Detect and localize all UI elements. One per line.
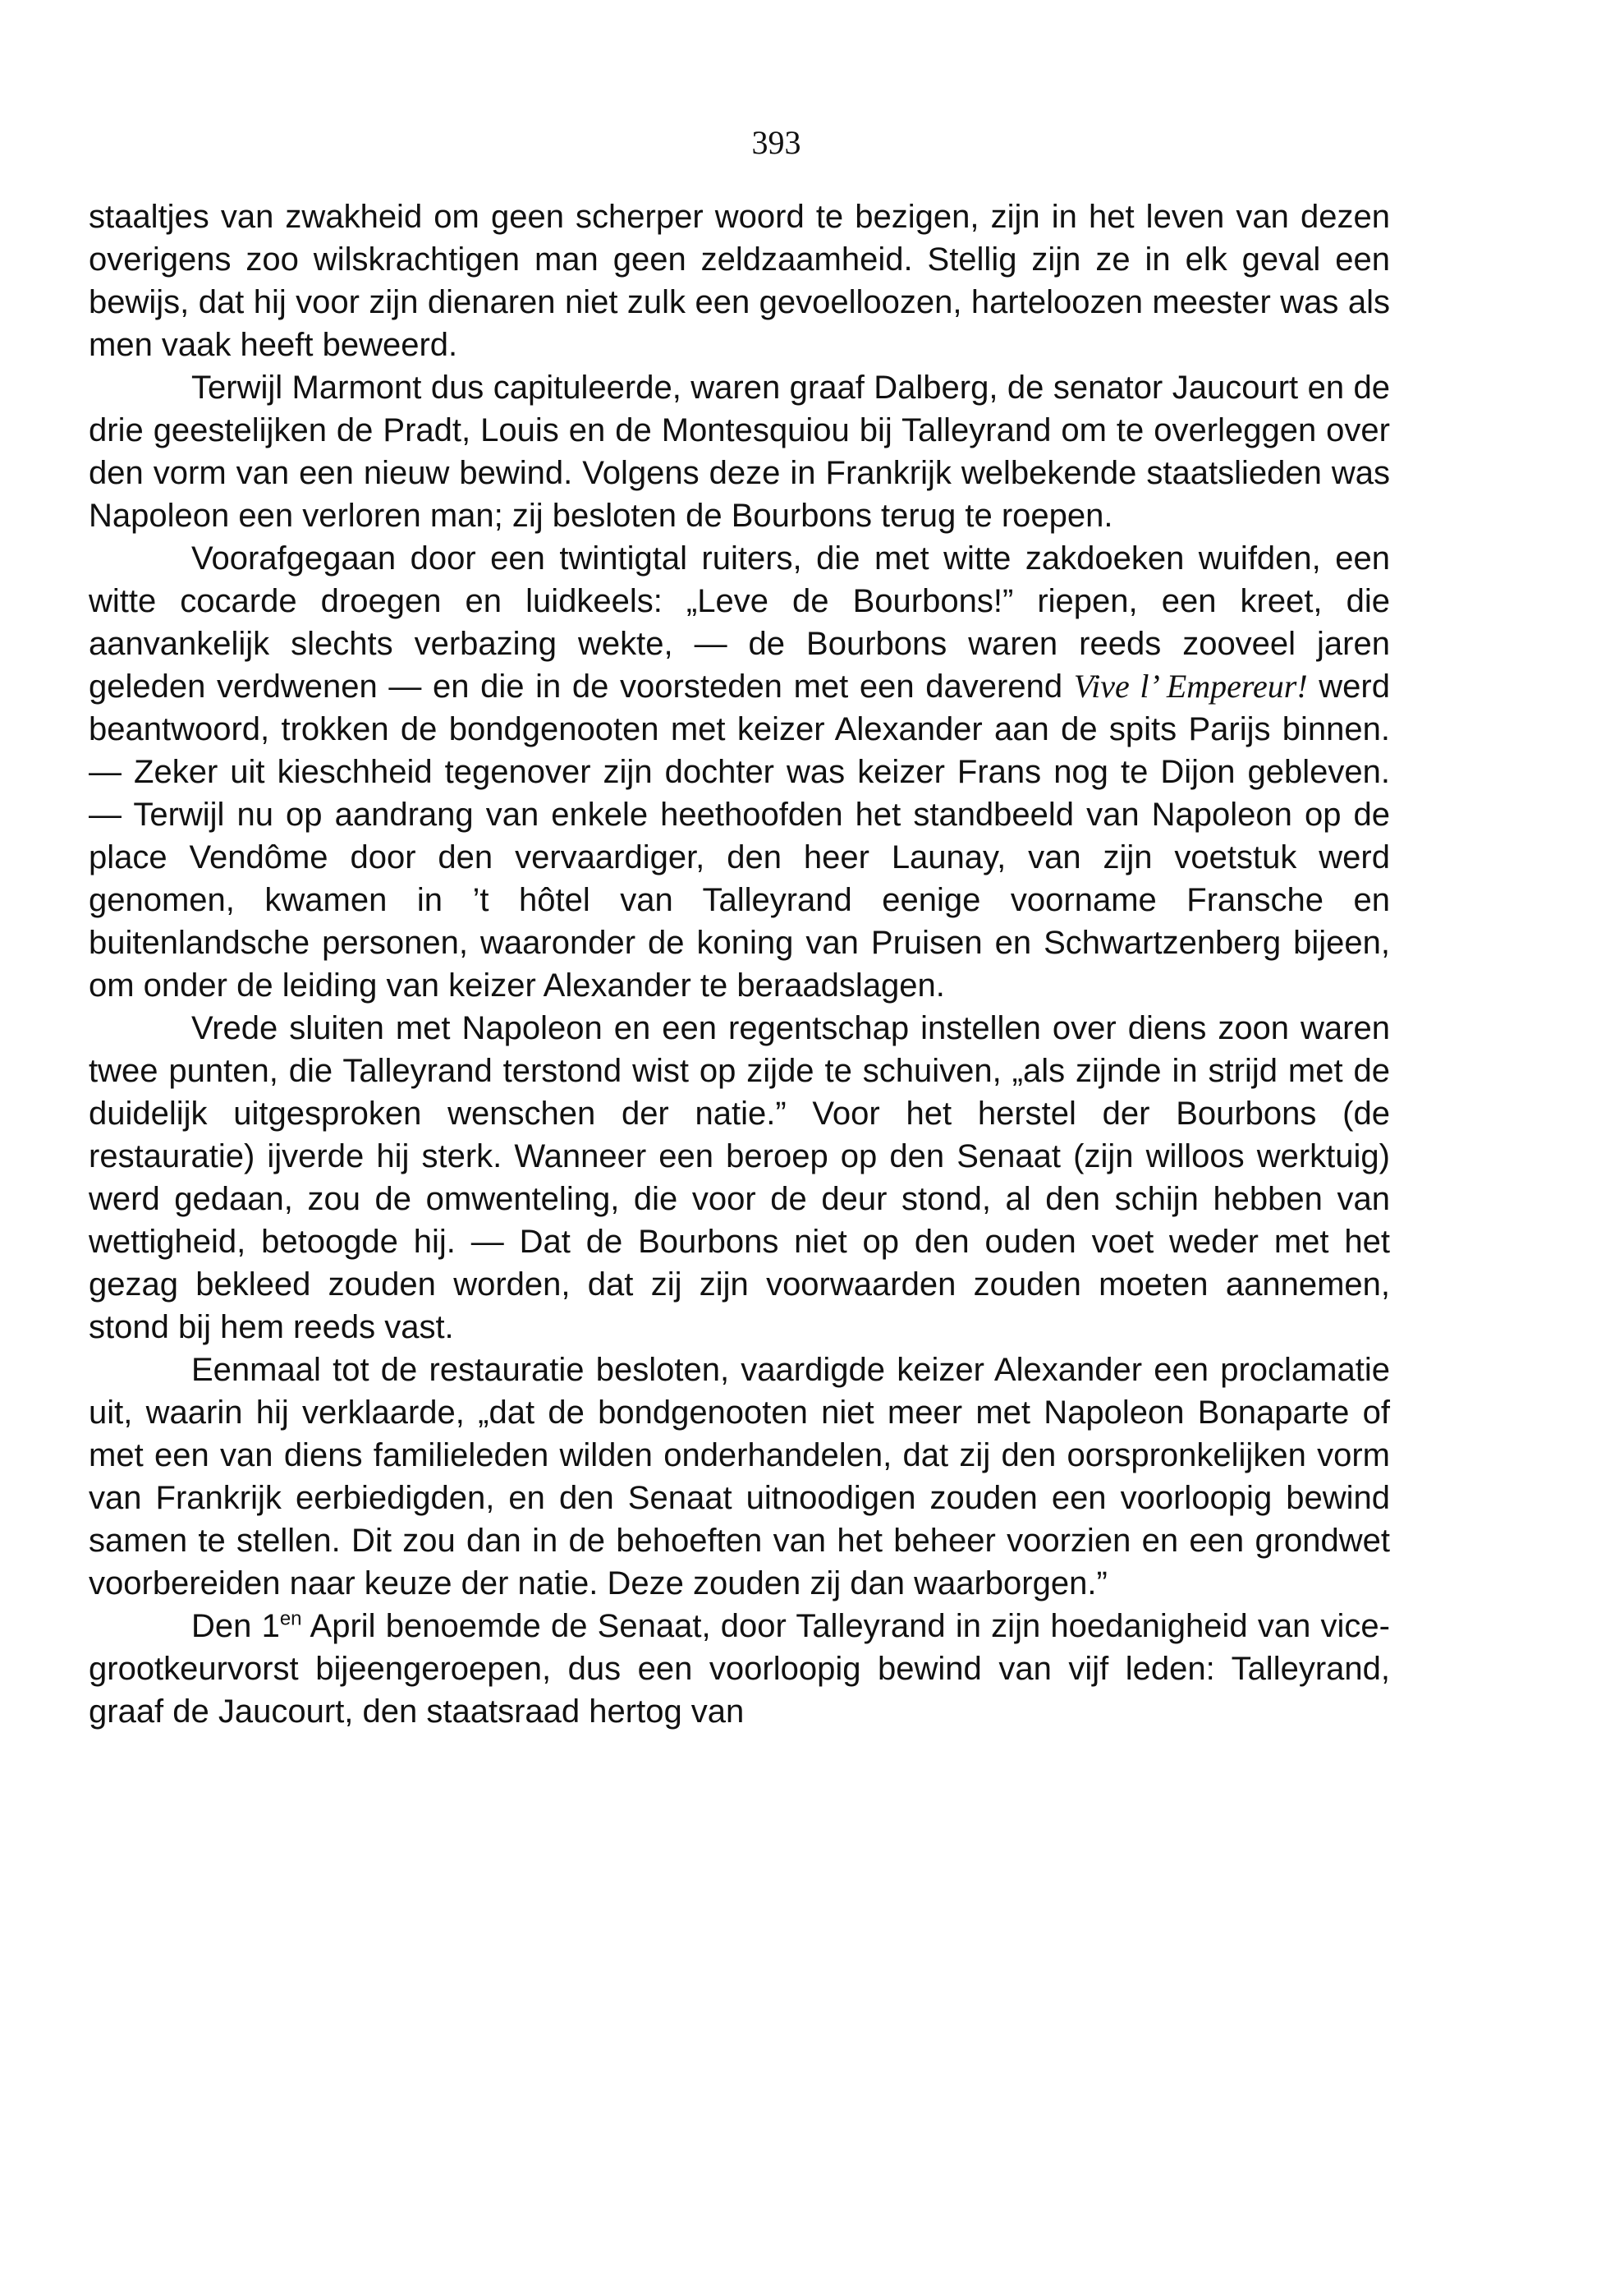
book-page [89, 123, 1390, 1733]
paragraph-3-text-after: werd beantwoord, trokken de bondgenooten met keizer Alexander aan de spits Parijs binnen. — Zeker uit kieschheid tegenover zijn dochter was keizer Frans nog te Dijon gebleven. — Terwijl nu op aandrang van enkele heethoofden het standbeeld van Napoleon op de place Vendôme door den vervaardiger, den heer Launay, van zijn voetstuk werd genomen, kwamen in ’t hôtel van Talleyrand eenige voorname Fransche en buitenlandsche personen, waaronder de koning van Pruisen en Schwartzenberg bijeen, om onder de leiding van keizer Alexander te beraadslagen. [89, 669, 1390, 1004]
paragraph-6-text-after: April benoemde de Senaat, door Talleyrand in zijn hoedanigheid van vice-grootkeurvorst bijeengeroepen, dus een voorloopig bewind van vijf leden: Talleyrand, graaf de Jaucourt, den staatsraad hertog van [89, 1608, 1390, 1730]
paragraph-1: staaltjes van zwakheid om geen scherper woord te bezigen, zijn in het leven van dezen overigens zoo wilskrachtigen man geen zeldzaamheid. Stellig zijn ze in elk geval een bewijs, dat hij voor zijn dienaren niet zulk een gevoelloozen, harteloozen meester was als men vaak heeft beweerd. [89, 199, 1390, 363]
paragraph-6-text-before: Den 1 [191, 1608, 280, 1644]
paragraph-2: Terwijl Marmont dus capituleerde, waren graaf Dalberg, de senator Jaucourt en de drie geestelijken de Pradt, Louis en de Montesquiou bij Talleyrand om te overleggen over den vorm van een nieuw bewind. Volgens deze in Frankrijk welbekende staatslieden was Napoleon een verloren man; zij besloten de Bourbons terug te roepen. [89, 370, 1390, 534]
paragraph-3-italic-phrase: Vive l’ Empereur! [1073, 668, 1308, 705]
paragraph-6 [89, 1605, 1390, 1733]
paragraph-3 [89, 537, 1390, 1007]
paragraph-4: Vrede sluiten met Napoleon en een regentschap instellen over diens zoon waren twee punten, die Talleyrand terstond wist op zijde te schuiven, „als zijnde in strijd met de duidelijk uitgesproken wenschen der natie.” Voor het herstel der Bourbons (de restauratie) ijverde hij sterk. Wanneer een beroep op den Senaat (zijn willoos werktuig) werd gedaan, zou de omwenteling, die voor de deur stond, al den schijn hebben van wettigheid, betoogde hij. — Dat de Bourbons niet op den ouden voet weder met het gezag bekleed zouden worden, dat zij zijn voorwaarden zouden moeten aannemen, stond bij hem reeds vast. [89, 1010, 1390, 1345]
paragraph-3-text-before: Voorafgegaan door een twintigtal ruiters, die met witte zakdoeken wuifden, een witte cocarde droegen en luidkeels: „Leve de Bourbons!” riepen, een kreet, die aanvankelijk slechts verbazing wekte, — de Bourbons waren reeds zooveel jaren geleden verdwenen — en die in de voorsteden met een daverend [89, 540, 1390, 705]
page-number: 393 [751, 124, 801, 161]
body-text [89, 195, 1390, 1733]
paragraph-5: Eenmaal tot de restauratie besloten, vaardigde keizer Alexander een proclamatie uit, waarin hij verklaarde, „dat de bondgenooten niet meer met Napoleon Bonaparte of met een van diens familieleden wilden onderhandelen, dat zij den oorspronkelijken vorm van Frankrijk eerbiedigden, en den Senaat uitnoodigen zouden een voorloopig bewind samen te stellen. Dit zou dan in de behoeften van het beheer voorzien en een grondwet voorbereiden naar keuze der natie. Deze zouden zij dan waarborgen.” [89, 1352, 1390, 1601]
paragraph-6-superscript: en [279, 1607, 302, 1630]
